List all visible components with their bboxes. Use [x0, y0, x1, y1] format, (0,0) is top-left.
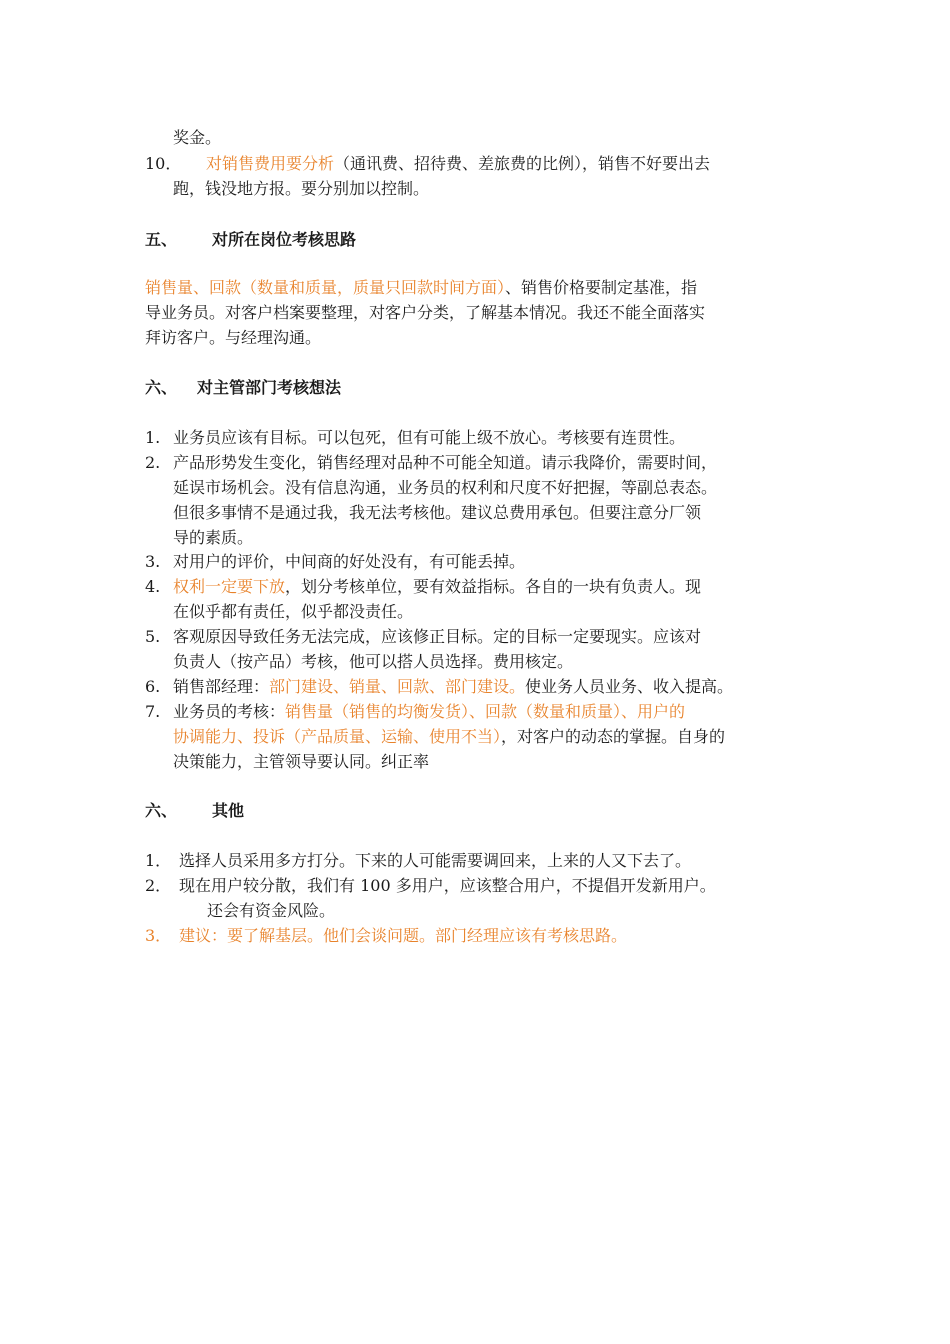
list-item-text [173, 674, 733, 699]
item-number: 5. [145, 627, 161, 646]
item-text: ，对客户的动态的掌握。自身的 [501, 727, 726, 746]
item-line-2: 跑，钱没地方报。要分别加以控制。 [173, 179, 430, 198]
paragraph-line-2: 导业务员。对客户档案要整理，对客户分类，了解基本情况。我还不能全面落实 [145, 303, 706, 322]
item-text: 业务员的考核： [173, 702, 286, 721]
list-item-text: 建议：要了解基层。他们会谈问题。部门经理应该有考核思路。 [179, 926, 628, 945]
list-item-text [173, 724, 725, 749]
paragraph-line-3: 拜访客户。与经理沟通。 [145, 328, 322, 347]
continuation-text: 奖金。 [173, 128, 222, 147]
item-text: （通讯费、招待费、差旅费的比例），销售不好要出去 [334, 154, 711, 173]
list-item-text: 在似乎都有责任，似乎都没责任。 [173, 602, 414, 621]
list-item-text: 产品形势发生变化，销售经理对品种不可能全知道。请示我降价，需要时间， [173, 453, 718, 472]
item-text: ，划分考核单位，要有效益指标。各自的一块有负责人。现 [285, 577, 702, 596]
section-number: 六、 [145, 801, 178, 820]
highlight-text: 销售量（销售的均衡发货）、回款（数量和质量）、用户的 [285, 702, 686, 721]
list-item-text [173, 699, 685, 724]
highlight-text: 协调能力、投诉（产品质量、运输、使用不当） [173, 727, 502, 746]
list-item-text: 延误市场机会。没有信息沟通，业务员的权利和尺度不好把握，等副总表态。 [173, 478, 718, 497]
list-item-text: 业务员应该有目标。可以包死，但有可能上级不放心。考核要有连贯性。 [173, 428, 686, 447]
item-number: 6. [145, 677, 161, 696]
item-number: 2． [145, 876, 172, 895]
section-title: 其他 [212, 801, 245, 820]
item-number: 7. [145, 702, 161, 721]
item-line-1 [206, 151, 710, 176]
list-item-text: 客观原因导致任务无法完成，应该修正目标。定的目标一定要现实。应该对 [173, 627, 702, 646]
paragraph-text: 、销售价格要制定基准，指 [505, 278, 698, 297]
highlight-text: 部门建设、销量、回款、部门建设。 [269, 677, 526, 696]
section-number: 六、 [145, 378, 178, 397]
section-title: 对所在岗位考核思路 [212, 230, 357, 249]
item-number: 2. [145, 453, 161, 472]
list-item-text: 对用户的评价，中间商的好处没有，有可能丢掉。 [173, 552, 526, 571]
list-item-text: 负责人（按产品）考核，他可以搭人员选择。费用核定。 [173, 652, 574, 671]
list-item-text: 导的素质。 [173, 528, 254, 547]
list-item-text: 决策能力，主管领导要认同。纠正率 [173, 752, 430, 771]
list-item-text: 选择人员采用多方打分。下来的人可能需要调回来，上来的人又下去了。 [179, 851, 692, 870]
highlight-text: 对销售费用要分析 [206, 154, 335, 173]
highlight-text: 权利一定要下放 [173, 577, 286, 596]
item-number: 4. [145, 577, 161, 596]
paragraph-line-1 [145, 275, 697, 300]
highlight-text: 销售量、回款（数量和质量，质量只回款时间方面） [145, 278, 506, 297]
item-text: 销售部经理： [173, 677, 270, 696]
section-title: 对主管部门考核想法 [197, 378, 342, 397]
list-item-text: 现在用户较分散，我们有 100 多用户，应该整合用户，不提倡开发新用户。 [179, 876, 716, 895]
item-number: 10． [145, 154, 182, 173]
list-item-text [173, 574, 701, 599]
item-number: 1． [145, 851, 172, 870]
list-item-text: 但很多事情不是通过我，我无法考核他。建议总费用承包。但要注意分厂领 [173, 503, 702, 522]
item-number: 3. [145, 552, 161, 571]
item-number: 3． [145, 926, 172, 945]
section-number: 五、 [145, 230, 178, 249]
item-number: 1. [145, 428, 161, 447]
item-text: 使业务人员业务、收入提高。 [525, 677, 734, 696]
list-item-text: 还会有资金风险。 [207, 901, 336, 920]
